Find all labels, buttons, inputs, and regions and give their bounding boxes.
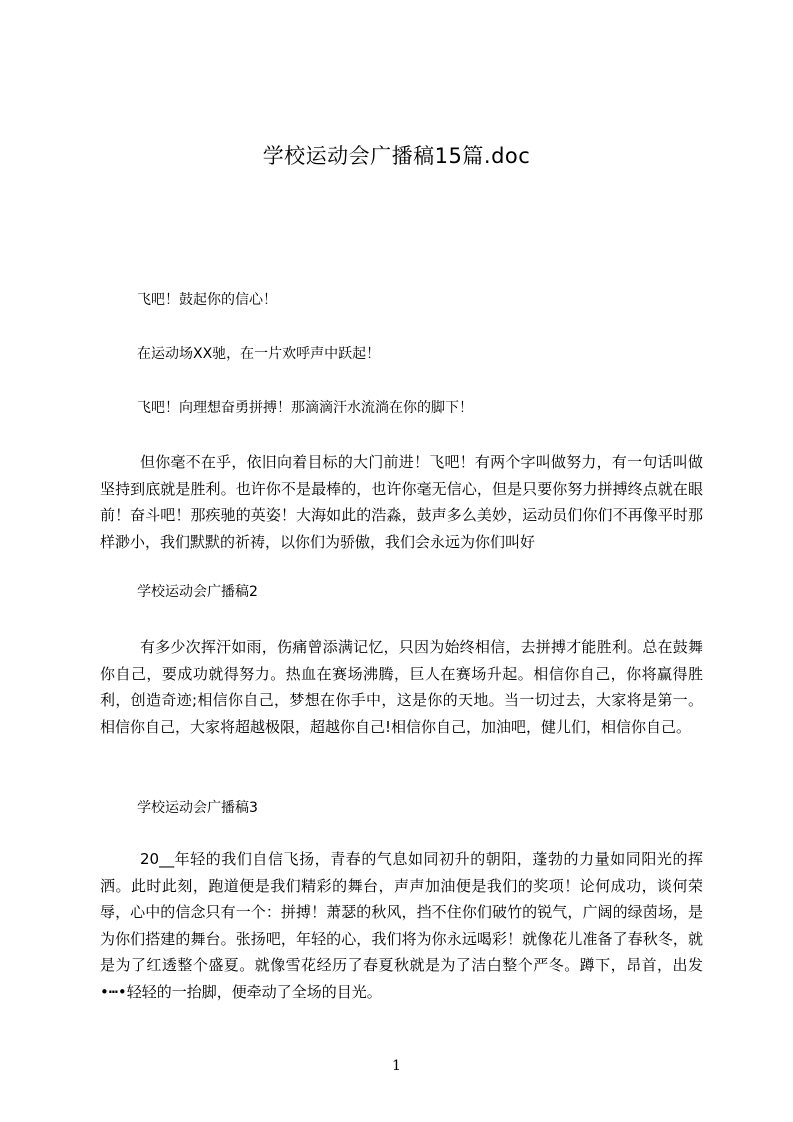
document-title: 学校运动会广播稿15篇.doc	[262, 144, 531, 168]
paragraph-3: 20__年轻的我们自信飞扬，青春的气息如同初升的朝阳，蓬勃的力量如同阳光的挥洒。此时此刻，跑道便是我们精彩的舞台，声声加油便是我们的奖项！论何成功，谈何荣辱，心中的信念只有一个：拼搏！萧瑟的秋风，挡不住你们破竹的锐气，广阔的绿茵场，是为你们搭建的舞台。张扬吧，年轻的心，我们将为你永远喝彩！就像花儿准备了春秋冬，就是为了红透整个盛夏。就像雪花经历了春夏秋就是为了洁白整个严冬。蹲下，昂首，出发•┅•轻轻的一抬脚，便牵动了全场的目光。	[100, 850, 703, 1001]
text-line-3: 飞吧！向理想奋勇拼搏！那滴滴汗水流淌在你的脚下！	[137, 400, 473, 416]
paragraph-2: 有多少次挥汗如雨，伤痛曾添满记忆，只因为始终相信，去拼搏才能胜利。总在鼓舞你自己，要成功就得努力。热血在赛场沸腾，巨人在赛场升起。相信你自己，你将赢得胜利，创造奇迹;相信你自己，梦想在你手中，这是你的天地。当一切过去，大家将是第一。相信你自己，大家将超越极限，超越你自己!相信你自己，加油吧，健儿们，相信你自己。	[100, 638, 703, 736]
section-heading-2: 学校运动会广播稿2	[137, 584, 258, 600]
paragraph-1: 但你毫不在乎，依旧向着目标的大门前进！飞吧！有两个字叫做努力，有一句话叫做坚持到底就是胜利。也许你不是最棒的，也许你毫无信心，但是只要你努力拼搏终点就在眼前！奋斗吧！那疾驰的英姿！大海如此的浩淼，鼓声多么美妙，运动员们你们不再像平时那样渺小，我们默默的祈祷，以你们为骄傲，我们会永远为你们叫好	[100, 453, 703, 551]
text-line-2: 在运动场XX驰，在一片欢呼声中跃起！	[137, 346, 381, 362]
text-line-1: 飞吧！鼓起你的信心！	[137, 292, 277, 308]
page-number: 1	[392, 1058, 401, 1074]
section-heading-3: 学校运动会广播稿3	[137, 800, 258, 816]
